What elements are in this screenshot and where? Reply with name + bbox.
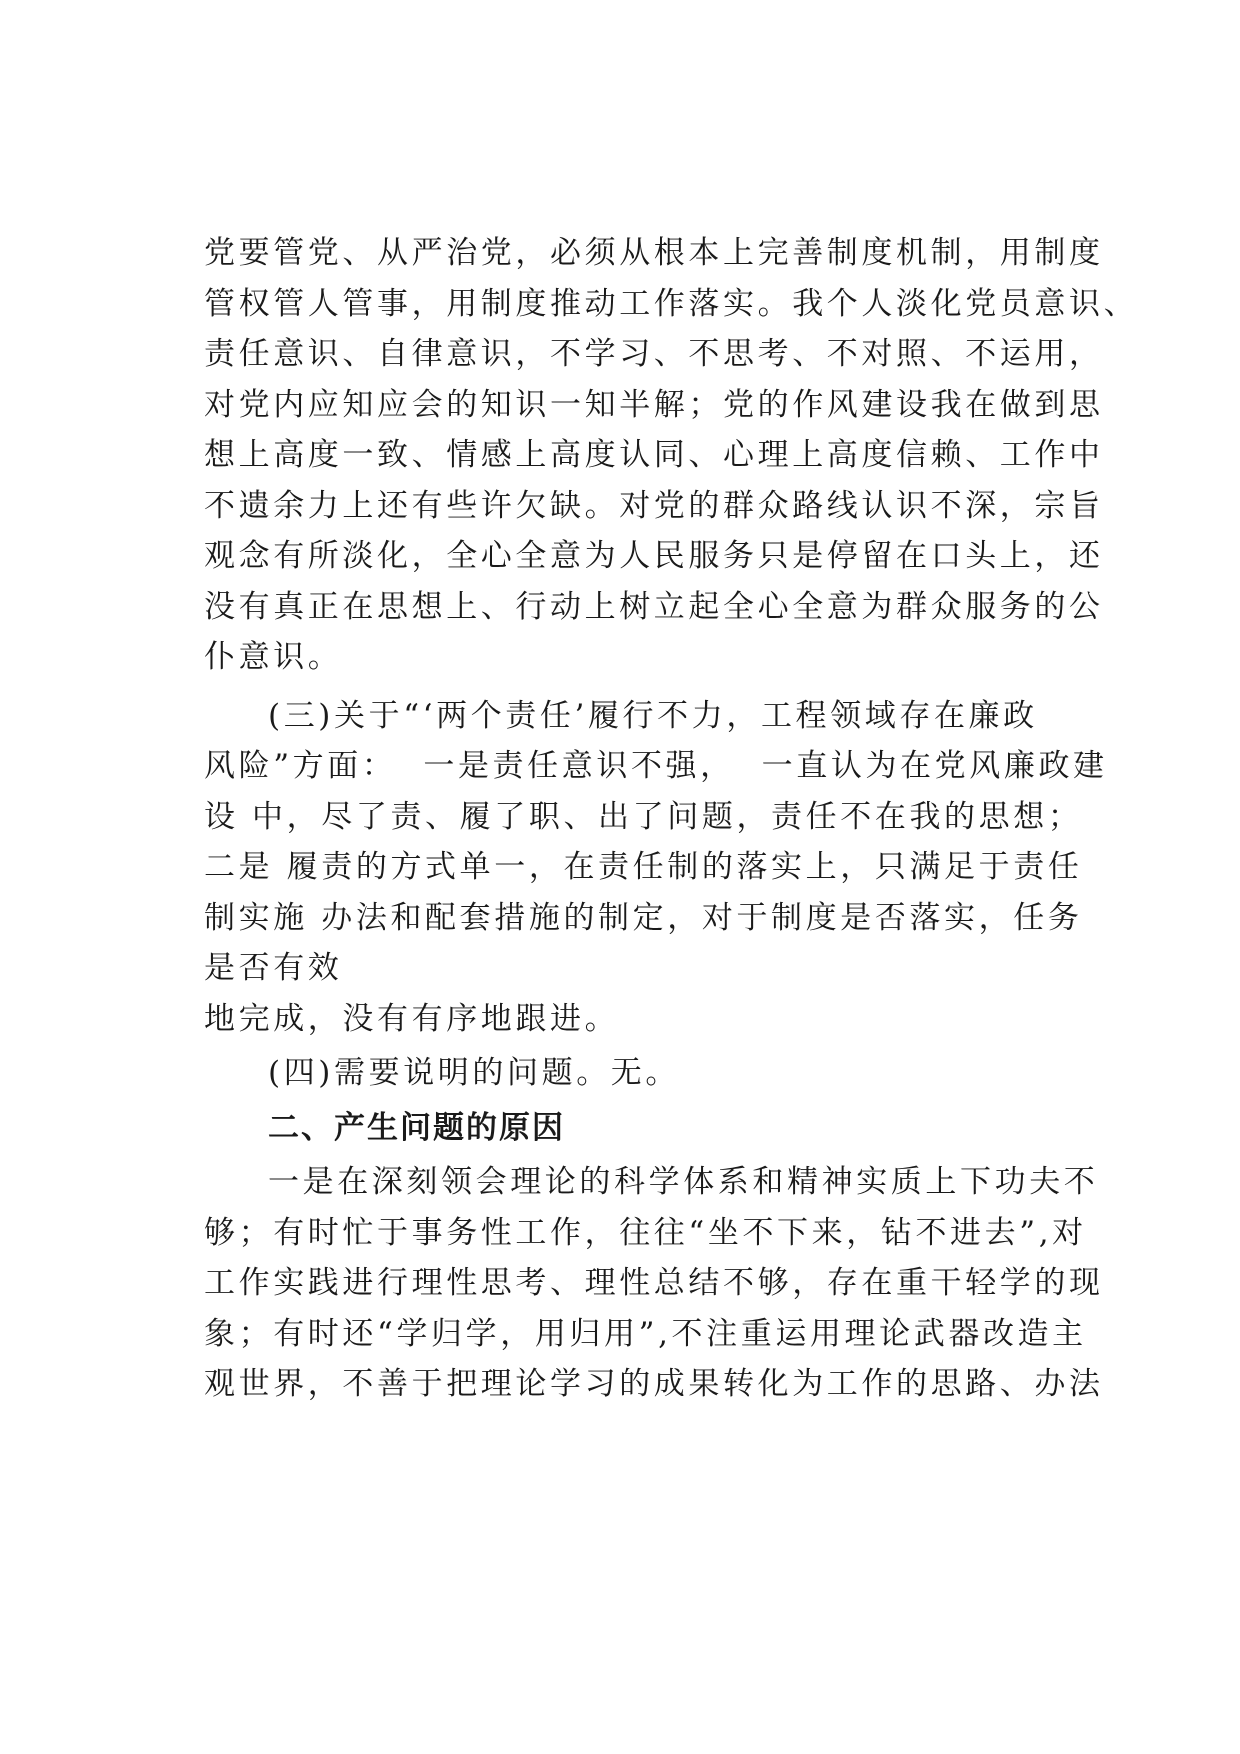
- text-line: 管权管人管事，用制度推动工作落实。我个人淡化党员意识、: [204, 285, 1139, 322]
- text-line: 对党内应知应会的知识一知半解；党的作风建设我在做到思: [204, 386, 1104, 423]
- text-line: 象；有时还“学归学，用归用”,不注重运用理论武器改造主: [204, 1315, 1087, 1352]
- text-line: 地完成，没有有序地跟进。: [204, 1000, 620, 1037]
- text-line: 风险”方面： 一是责任意识不强， 一直认为在党风廉政建: [204, 748, 1108, 784]
- paragraph-party-discipline: [204, 228, 1139, 683]
- text-line: 党要管党、从严治党，必须从根本上完善制度机制，用制度: [204, 235, 1104, 271]
- text-line: 观念有所淡化，全心全意为人民服务只是停留在口头上，还: [204, 538, 1104, 574]
- paragraph-issues-to-explain: [204, 1048, 1064, 1099]
- text-line: 二是 履责的方式单一，在责任制的落实上，只满足于责任: [204, 849, 1083, 885]
- section-heading: [204, 1103, 1064, 1154]
- text-line: 设 中，尽了责、履了职、出了问题，责任不在我的思想；: [204, 798, 1083, 835]
- document-page: [204, 228, 1139, 1410]
- text-line: 不遗余力上还有些许欠缺。对党的群众路线认识不深，宗旨: [204, 487, 1104, 524]
- paragraph-causes: [204, 1157, 1104, 1410]
- text-line: 工作实践进行理性思考、理性总结不够，存在重干轻学的现: [204, 1265, 1104, 1301]
- text-line: 责任意识、自律意识，不学习、不思考、不对照、不运用，: [204, 336, 1104, 372]
- text-line: 一是在深刻领会理论的科学体系和精神实质上下功夫不: [268, 1164, 1099, 1200]
- text-line: 是否有效: [204, 950, 343, 986]
- text-line: (四)需要说明的问题。无。: [268, 1055, 680, 1091]
- text-line: 观世界，不善于把理论学习的成果转化为工作的思路、办法: [204, 1366, 1104, 1402]
- text-line: 够；有时忙于事务性工作，往往“坐不下来，钻不进去”,对: [204, 1214, 1087, 1251]
- text-line: 制实施 办法和配套措施的制定，对于制度是否落实，任务: [204, 899, 1083, 936]
- text-line: 想上高度一致、情感上高度认同、心理上高度信赖、工作中: [204, 437, 1104, 473]
- heading-causes: 二、产生问题的原因: [268, 1109, 565, 1146]
- text-line: 仆意识。: [204, 639, 343, 675]
- text-line: 没有真正在思想上、行动上树立起全心全意为群众服务的公: [204, 588, 1104, 625]
- text-line: (三)关于“‘两个责任’履行不力，工程领域存在廉政: [268, 697, 1038, 734]
- paragraph-two-responsibilities: [204, 691, 1108, 1045]
